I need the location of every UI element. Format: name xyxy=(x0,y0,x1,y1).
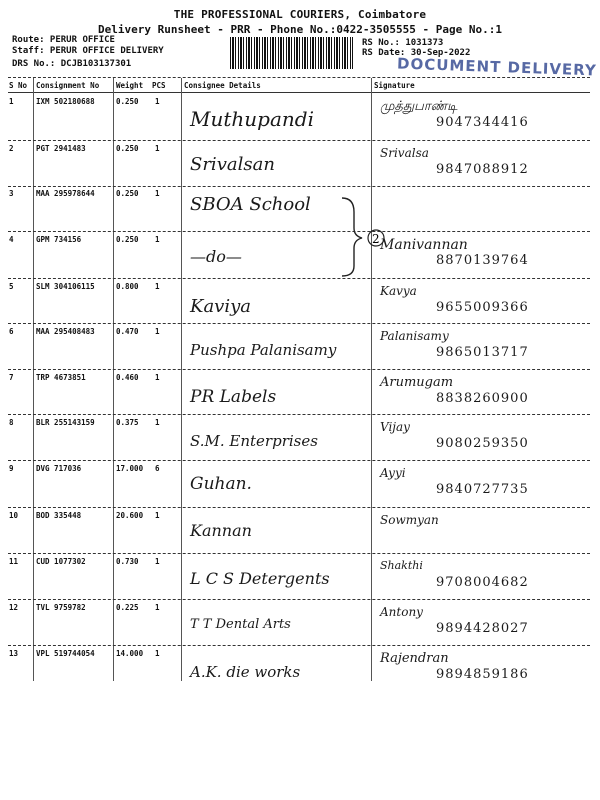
row-weight: 0.375 xyxy=(116,418,139,427)
row-sno: 11 xyxy=(9,557,19,566)
row-consignee: Srivalsan xyxy=(190,154,275,175)
row-separator xyxy=(8,186,590,187)
row-signature-phone: 9080259350 xyxy=(436,436,529,451)
row-separator xyxy=(8,231,590,232)
row-pcs: 1 xyxy=(155,511,160,520)
row-signature-phone: 9655009366 xyxy=(436,300,529,315)
row-weight: 0.225 xyxy=(116,603,139,612)
row-consignment: TVL 9759782 xyxy=(36,603,86,612)
row-signature-name: Ayyi xyxy=(380,466,406,480)
row-consignment: CUD 1077302 xyxy=(36,557,86,566)
row-sno: 7 xyxy=(9,373,14,382)
barcode xyxy=(230,37,353,69)
row-weight: 0.730 xyxy=(116,557,139,566)
row-pcs: 1 xyxy=(155,603,160,612)
row-consignment: DVG 717036 xyxy=(36,464,82,473)
row-pcs: 1 xyxy=(155,373,160,382)
row-consignee: Pushpa Palanisamy xyxy=(190,341,337,359)
row-pcs: 1 xyxy=(155,235,160,244)
row-weight: 0.250 xyxy=(116,189,139,198)
row-separator xyxy=(8,414,590,415)
staff: Staff: PERUR OFFICE DELIVERY xyxy=(12,46,164,56)
row-signature-phone: 9865013717 xyxy=(436,345,529,360)
row-separator xyxy=(8,140,590,141)
header-rule xyxy=(8,92,590,93)
row-consignment: GPM 734156 xyxy=(36,235,82,244)
row-consignee: Muthupandi xyxy=(190,107,314,131)
col-consignee: Consignee Details xyxy=(184,81,261,90)
row-consignment: PGT 2941483 xyxy=(36,144,86,153)
row-signature-name: Palanisamy xyxy=(380,329,449,343)
row-pcs: 1 xyxy=(155,189,160,198)
col-divider xyxy=(113,78,114,681)
row-weight: 17.000 xyxy=(116,464,144,473)
row-separator xyxy=(8,369,590,370)
col-pcs: PCS xyxy=(152,81,166,90)
row-sno: 13 xyxy=(9,649,19,658)
row-weight: 0.250 xyxy=(116,144,139,153)
col-divider xyxy=(181,78,182,681)
row-pcs: 1 xyxy=(155,144,160,153)
row-sno: 10 xyxy=(9,511,19,520)
row-pcs: 1 xyxy=(155,649,160,658)
row-weight: 0.250 xyxy=(116,97,139,106)
runsheet-line: Delivery Runsheet - PRR - Phone No.:0422-3505555 - Page No.:1 xyxy=(98,23,502,36)
row-sno: 4 xyxy=(9,235,14,244)
row-pcs: 1 xyxy=(155,97,160,106)
row-pcs: 6 xyxy=(155,464,160,473)
row-pcs: 1 xyxy=(155,327,160,336)
row-signature-phone: 8838260900 xyxy=(436,391,529,406)
table-top-rule xyxy=(8,77,590,78)
row-separator xyxy=(8,460,590,461)
row-sno: 12 xyxy=(9,603,19,612)
row-signature-phone: 9894428027 xyxy=(436,621,529,636)
row-separator xyxy=(8,553,590,554)
row-pcs: 1 xyxy=(155,557,160,566)
row-separator xyxy=(8,599,590,600)
row-consignee: T T Dental Arts xyxy=(190,617,291,632)
row-consignment: MAA 295978644 xyxy=(36,189,95,198)
col-signature: Signature xyxy=(374,81,415,90)
row-consignee: SBOA School xyxy=(190,194,311,215)
header-title: THE PROFESSIONAL COURIERS, Coimbatore xyxy=(173,8,427,21)
row-separator xyxy=(8,323,590,324)
row-signature-name: Sowmyan xyxy=(380,513,439,527)
row-sno: 5 xyxy=(9,282,14,291)
row-weight: 0.800 xyxy=(116,282,139,291)
row-signature-name: Srivalsa xyxy=(380,146,429,160)
row-signature-phone: 8870139764 xyxy=(436,253,529,268)
row-sno: 6 xyxy=(9,327,14,336)
row-consignment: VPL 519744054 xyxy=(36,649,95,658)
row-signature-name: Rajendran xyxy=(380,651,449,666)
row-signature-name: Arumugam xyxy=(380,375,454,390)
svg-text:2: 2 xyxy=(372,232,380,246)
route: Route: PERUR OFFICE xyxy=(12,35,115,45)
row-separator xyxy=(8,507,590,508)
row-signature-phone: 9847088912 xyxy=(436,162,529,177)
rs-number: RS No.: 1031373 xyxy=(362,38,444,48)
rs-date: RS Date: 30-Sep-2022 xyxy=(362,48,471,58)
row-signature-name: Shakthi xyxy=(380,559,423,572)
col-consignment: Consignment No xyxy=(36,81,100,90)
row-consignee: —do— xyxy=(190,247,242,266)
row-signature-name: Manivannan xyxy=(380,237,468,253)
row-weight: 0.460 xyxy=(116,373,139,382)
row-consignee: Kannan xyxy=(190,521,252,540)
row-sno: 1 xyxy=(9,97,14,106)
row-signature-name: முத்துபாண்டி xyxy=(380,99,458,114)
row-signature-phone: 9840727735 xyxy=(436,482,529,497)
row-consignment: BOD 335448 xyxy=(36,511,82,520)
row-consignee: L C S Detergents xyxy=(190,569,330,588)
row-consignee: PR Labels xyxy=(190,387,277,407)
drs-number: DRS No.: DCJB103137301 xyxy=(12,59,132,69)
row-consignee: Kaviya xyxy=(190,296,252,317)
row-signature-phone: 9047344416 xyxy=(436,115,529,130)
row-sno: 9 xyxy=(9,464,14,473)
document-delivery-stamp: DOCUMENT DELIVERY xyxy=(396,54,598,80)
row-signature-phone: 9894859186 xyxy=(436,667,529,682)
row-consignment: BLR 255143159 xyxy=(36,418,95,427)
col-divider xyxy=(371,78,372,681)
row-consignee: S.M. Enterprises xyxy=(190,432,318,450)
row-signature-name: Kavya xyxy=(380,284,417,298)
row-sno: 2 xyxy=(9,144,14,153)
row-weight: 0.250 xyxy=(116,235,139,244)
row-consignee: Guhan. xyxy=(190,474,252,494)
row-signature-name: Antony xyxy=(380,605,423,619)
row-consignment: TRP 4673851 xyxy=(36,373,86,382)
row-sno: 3 xyxy=(9,189,14,198)
row-consignment: SLM 304106115 xyxy=(36,282,95,291)
row-consignment: MAA 295408483 xyxy=(36,327,95,336)
col-sno: S No xyxy=(9,81,28,90)
row-consignee: A.K. die works xyxy=(190,663,301,681)
row-weight: 0.470 xyxy=(116,327,139,336)
row-sno: 8 xyxy=(9,418,14,427)
row-signature-name: Vijay xyxy=(380,420,410,434)
row-signature-phone: 9708004682 xyxy=(436,575,529,590)
grouping-brace xyxy=(340,192,390,282)
row-pcs: 1 xyxy=(155,282,160,291)
col-divider xyxy=(33,78,34,681)
row-consignment: IXM 502180688 xyxy=(36,97,95,106)
row-weight: 20.600 xyxy=(116,511,144,520)
row-weight: 14.000 xyxy=(116,649,144,658)
row-separator xyxy=(8,278,590,279)
col-weight: Weight xyxy=(116,81,144,90)
row-separator xyxy=(8,645,590,646)
row-pcs: 1 xyxy=(155,418,160,427)
